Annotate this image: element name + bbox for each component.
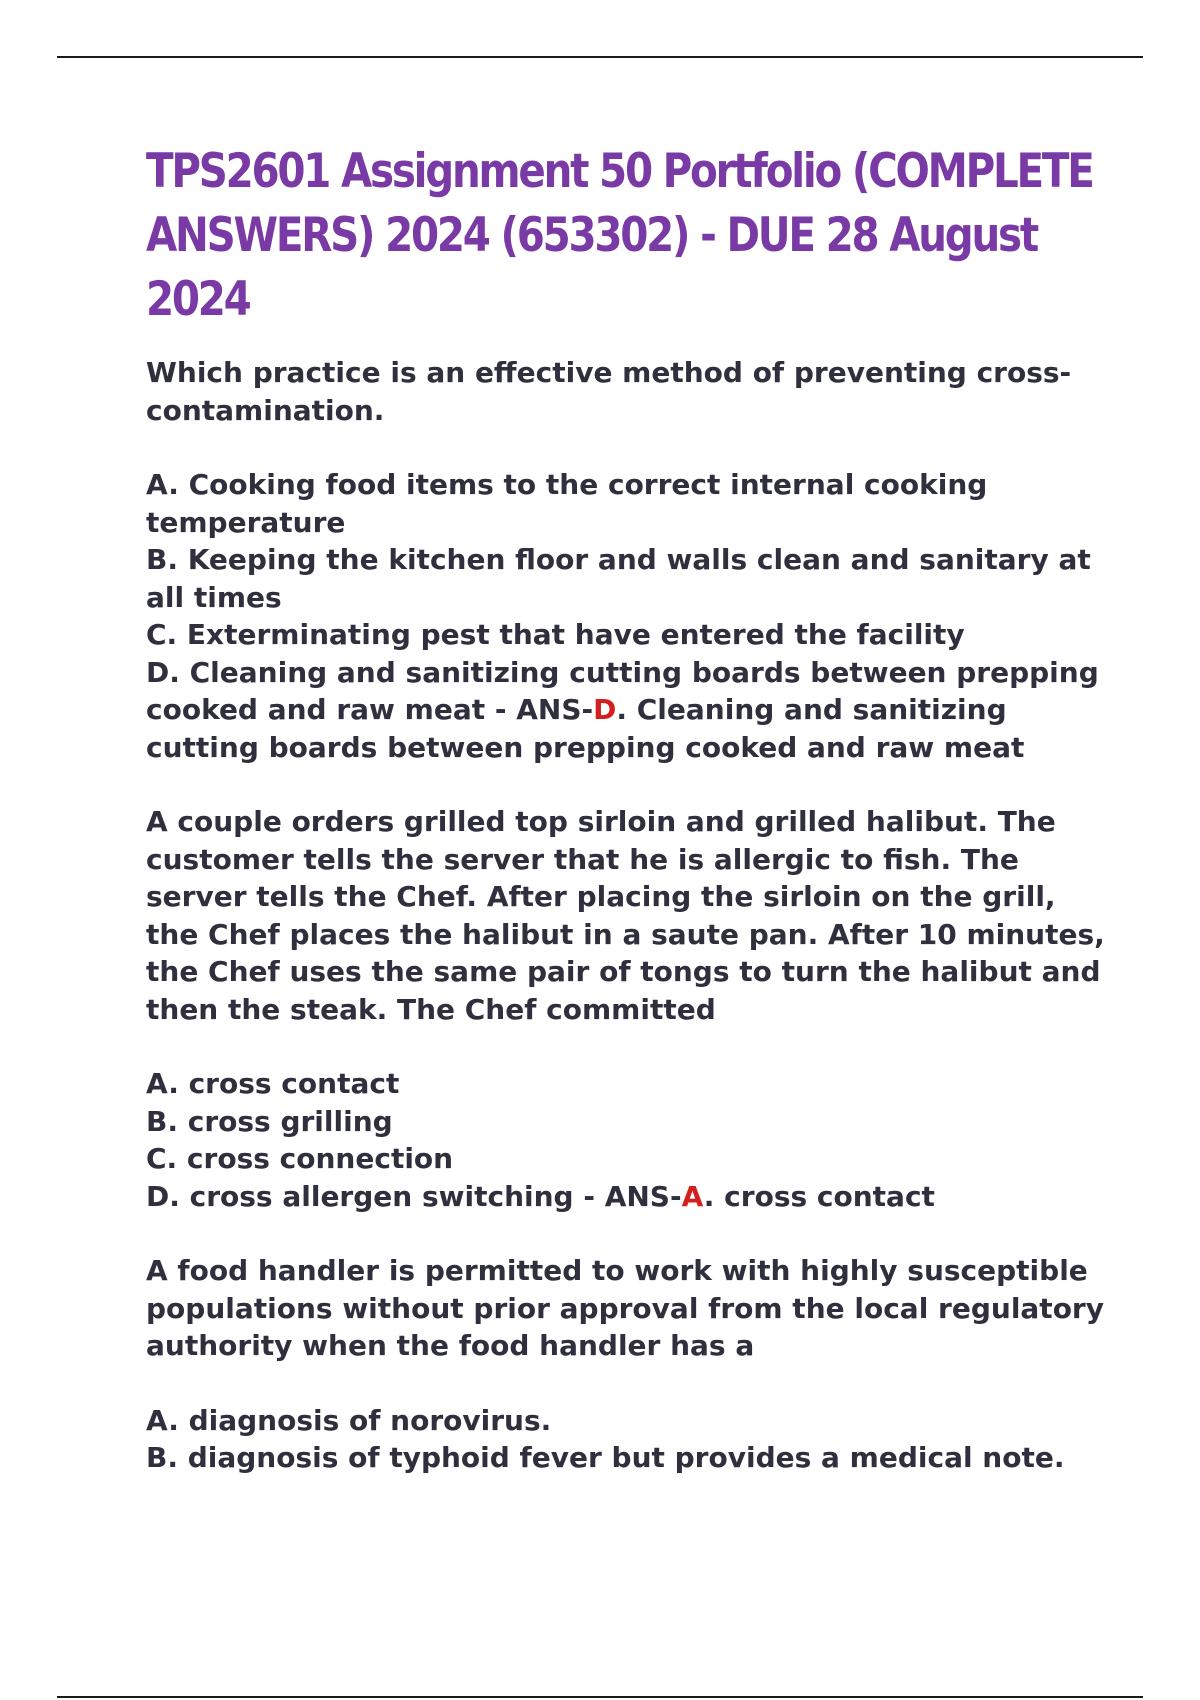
option-c: C. Exterminating pest that have entered the facility <box>146 618 965 651</box>
option-d-with-answer <box>146 1178 1106 1216</box>
option-a: A. Cooking food items to the correct internal cooking temperature <box>146 468 988 539</box>
top-rule <box>57 56 1143 58</box>
option-a: A. cross contact <box>146 1067 400 1100</box>
option-d: D. cross allergen switching <box>146 1179 574 1213</box>
question-1 <box>146 354 1106 766</box>
answer-letter: A <box>681 1179 704 1213</box>
option-b: B. Keeping the kitchen floor and walls clean and sanitary at all times <box>146 543 1091 614</box>
bottom-rule <box>57 1696 1143 1698</box>
option-d-with-answer <box>146 654 1106 767</box>
question-text: Which practice is an effective method of preventing cross-contamination. <box>146 356 1072 427</box>
question-text: A food handler is permitted to work with highly susceptible populations without prior approval from the local regulatory authority when the food handler has a <box>146 1254 1104 1362</box>
answer-letter: D <box>593 693 617 726</box>
option-d: D. Cleaning and sanitizing cutting boards between prepping cooked and raw meat <box>146 655 1099 726</box>
document-title: TPS2601 Assignment 50 Portfolio (COMPLETE ANSWERS) 2024 (653302) - DUE 28 August 2024 <box>146 144 1093 327</box>
option-b: B. diagnosis of typhoid fever but provides a medical note. <box>146 1441 1065 1474</box>
answer-text: . Cleaning and sanitizing cutting boards between prepping cooked and raw meat <box>146 693 1025 764</box>
answer-text: . cross contact <box>703 1179 935 1213</box>
option-c: C. cross connection <box>146 1142 454 1175</box>
option-b: B. cross grilling <box>146 1104 393 1138</box>
answer-prefix: - ANS- <box>485 693 594 726</box>
document-body <box>146 140 1106 1514</box>
question-list <box>146 354 1106 1477</box>
option-a: A. diagnosis of norovirus. <box>146 1403 552 1437</box>
question-text: A couple orders grilled top sirloin and grilled halibut. The customer tells the server that he is allergic to fish. The server tells the Chef. After placing the sirloin on the grill, the Chef places the halibut in a saute pan. After 10 minutes, the Chef uses the same pair of tongs to turn the halibut and then the steak. The Chef committed <box>146 805 1105 1026</box>
question-2 <box>146 803 1106 1215</box>
question-3 <box>146 1252 1106 1477</box>
answer-prefix: - ANS- <box>573 1179 682 1213</box>
